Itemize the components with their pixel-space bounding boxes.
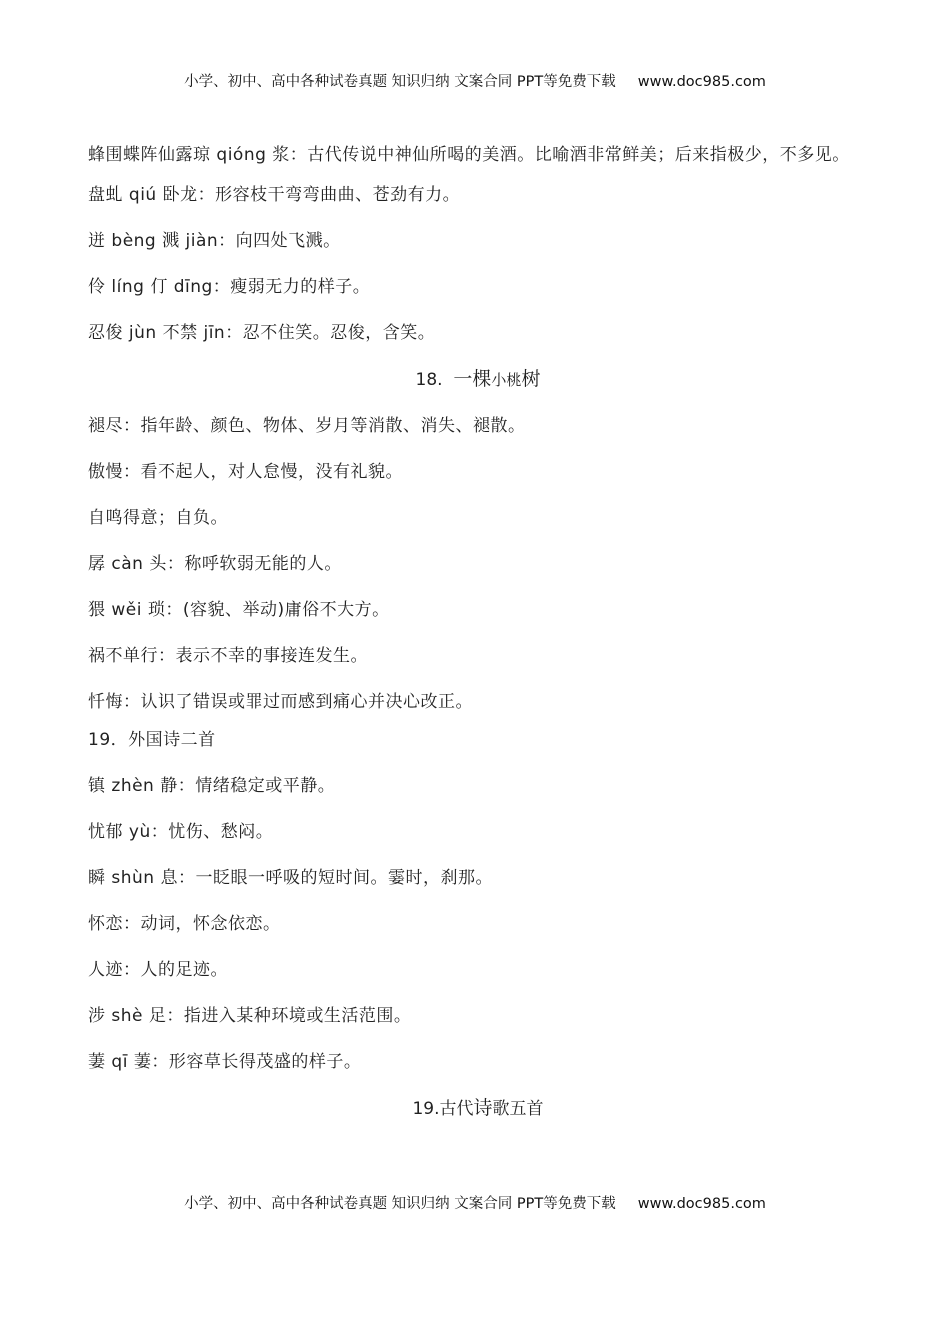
section-18-title-c: 树 [521, 368, 541, 390]
entry-tui-jin: 褪尽：指年龄、颜色、物体、岁月等消散、消失、褪散。 [88, 416, 526, 436]
section-18-number: 18. [415, 370, 443, 390]
entry-zhen-jing: 镇 zhèn 静：情绪稳定或平静。 [88, 776, 336, 796]
header-text: 小学、初中、高中各种试卷真题 知识归纳 文案合同 PPT等免费下载 [184, 74, 616, 90]
header-site-link[interactable]: www.doc985.com [637, 74, 766, 90]
section-19b-part-c: 歌五首 [492, 1099, 544, 1119]
entry-ling-ding: 伶 líng 仃 dīng：瘦弱无力的样子。 [88, 277, 371, 297]
entry-beng-jian: 迸 bèng 溅 jiàn：向四处飞溅。 [88, 231, 341, 251]
page-header [0, 70, 950, 91]
entry-huo-bu-dan-xing: 祸不单行：表示不幸的事接连发生。 [88, 646, 368, 666]
entry-she-zu: 涉 shè 足：指进入某种环境或生活范围。 [88, 1006, 412, 1026]
entry-shun-xi: 瞬 shùn 息：一眨眼一呼吸的短时间。霎时，刹那。 [88, 868, 493, 888]
section-19b-part-b: 诗 [473, 1097, 493, 1119]
section-19-ancient-poems-heading [88, 1095, 868, 1122]
page-footer [0, 1192, 950, 1213]
entry-zi-ming-de-yi: 自鸣得意；自负。 [88, 508, 228, 528]
section-18-title-a: 一棵 [453, 368, 492, 390]
entry-can-tou: 孱 càn 头：称呼软弱无能的人。 [88, 554, 342, 574]
entry-ren-jun: 忍俊 jùn 不禁 jīn：忍不住笑。忍俊，含笑。 [88, 323, 436, 343]
entry-ren-ji: 人迹：人的足迹。 [88, 960, 228, 980]
footer-site-link[interactable]: www.doc985.com [637, 1196, 766, 1212]
footer-text: 小学、初中、高中各种试卷真题 知识归纳 文案合同 PPT等免费下载 [184, 1196, 616, 1212]
entry-you-yu: 忧郁 yù：忧伤、愁闷。 [88, 822, 274, 842]
section-18-title-b: 小桃 [491, 371, 522, 389]
section-19-foreign-poems-heading: 19．外国诗二首 [88, 730, 216, 750]
entry-pan-qiu: 盘虬 qiú 卧龙：形容枝干弯弯曲曲、苍劲有力。 [88, 185, 461, 205]
entry-wei-suo: 猥 wěi 琐：(容貌、举动)庸俗不大方。 [88, 600, 390, 620]
entry-qiong-jiang: 蜂围蝶阵仙露琼 qióng 浆：古代传说中神仙所喝的美酒。比喻酒非常鲜美；后来指极少，不多见。 [88, 145, 850, 165]
section-19b-part-a: 19.古代 [412, 1099, 474, 1119]
document-body [88, 142, 868, 1142]
entry-qi-qi: 萋 qī 萋：形容草长得茂盛的样子。 [88, 1052, 362, 1072]
section-18-heading [88, 366, 868, 393]
entry-huai-lian: 怀恋：动词，怀念依恋。 [88, 914, 281, 934]
entry-ao-man: 傲慢：看不起人，对人怠慢，没有礼貌。 [88, 462, 403, 482]
entry-chan-hui: 忏悔：认识了错误或罪过而感到痛心并决心改正。 [88, 692, 473, 712]
